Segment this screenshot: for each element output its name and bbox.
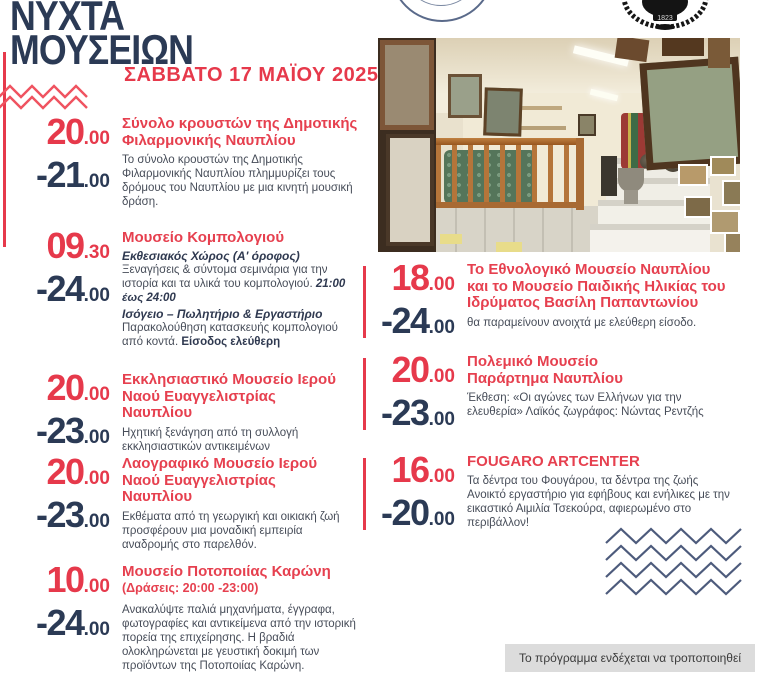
municipality-wreath-emblem [620,0,710,34]
event-content [122,116,362,209]
event-time [0,111,110,199]
program-change-note: Το πρόγραμμα ενδέχεται να τροποποιηθεί [505,644,755,672]
start-minutes: .00 [428,366,455,387]
event-fougaro-artcenter [363,449,757,537]
event-floor1-label: Εκθεσιακός Χώρος (Α' όροφος) [122,248,300,263]
poster-title-line1: ΝΥΧΤΑ [10,0,125,39]
event-time [0,367,110,455]
event-start-time [366,257,455,302]
navy-zigzag-decoration [604,526,742,600]
event-title: FOUGARO ARTCENTER [467,453,640,470]
event-ethnological-museum [363,257,757,345]
event-komboloi-museum [0,225,362,349]
end-minutes: .00 [83,285,110,306]
photo-small-frame [448,74,482,118]
event-title: Εκκλησιαστικό Μουσείο Ιερού Ναού Ευαγγελιστρίας Ναυπλίου [122,371,336,421]
photo-small-frame [578,114,596,136]
event-time [0,559,110,647]
event-end-time [0,494,110,539]
event-content [467,454,757,530]
event-time [0,451,110,539]
event-floor2-description [122,321,362,349]
event-war-museum [363,349,757,437]
end-minutes: .00 [428,509,455,530]
event-title: Πολεμικό Μουσείο Παράρτημα Ναυπλίου [467,353,623,387]
end-hour: -20 [381,492,429,533]
event-description: Ανοικτό εργαστήριο για εφήβους και ενήλικες με την εικαστικό Αιμιλία Τσεκούρα, αφιερωμένο στο περιβάλλον! [467,488,730,529]
red-zigzag-decoration [0,84,94,114]
start-minutes: .00 [83,128,110,149]
event-activity-hours: (Δράσεις: 20:00 -23:00) [122,580,259,595]
event-title: Μουσείο Κομπολογιού [122,229,285,246]
event-start-time [366,349,455,394]
photo-wall-photo [678,164,708,186]
event-description: Το σύνολο κρουστών της Δημοτικής Φιλαρμονικής Ναυπλίου πλημμυρίζει τους δρόμους του Ναυπλίου με μια κινητή μουσική δράση. [122,154,353,208]
end-hour: -21 [36,154,84,195]
end-hour: -24 [36,268,84,309]
event-accent-line [363,266,366,338]
event-description: Ανακαλύψτε παλιά μηχανήματα, έγγραφα, φωτογραφίες και αντικείμενα από την ιστορική πορεία της επιχείρησης. Η βραδιά ολοκληρώνεται με γευστική δοκιμή των προϊόντων της Ποτοποιίας Καρώνη. [122,603,356,672]
event-end-time [0,154,110,199]
photo-cabinet-top-frame [380,40,434,130]
event-time [366,449,455,537]
photo-wood-item [615,38,650,62]
event-accent-line [363,458,366,530]
event-content [467,262,757,330]
end-hour: -24 [381,300,429,341]
photo-cabinet-glass [386,134,434,246]
event-description: θα παραμείνουν ανοιχτά με ελεύθερη είσοδο. [467,316,697,329]
event-content [467,354,757,419]
end-minutes: .00 [83,171,110,192]
photo-pot-pedestal [624,190,638,204]
event-time [366,257,455,345]
event-floor1-text: Ξεναγήσεις & σύντομα σεμινάρια για την ιστορία και τα υλικά του κομπολογιού. [122,263,328,290]
photo-small-frame [483,87,523,136]
emblem-year-text: 1823 [657,15,673,22]
event-end-time [0,602,110,647]
poster-title-line2: ΜΟΥΣΕΙΩΝ [10,26,194,73]
event-ecclesiastical-museum [0,367,362,455]
photo-label-tag [496,242,522,252]
event-end-time [0,268,110,313]
event-start-time [0,225,110,270]
start-minutes: .00 [428,274,455,295]
event-content [122,456,362,552]
event-time [0,225,110,313]
start-hour: 20 [46,367,84,408]
end-minutes: .00 [83,619,110,640]
event-accent-line [363,358,366,430]
photo-wall-photo [722,180,740,206]
event-description-line1: Τα δέντρα του Φουγάρου, τα δέντρα της ζωής [467,474,699,487]
event-time [366,349,455,437]
photo-wall-photo [710,156,736,176]
event-free-entry-note: Είσοδος ελεύθερη [181,335,281,348]
event-end-time [0,410,110,455]
event-date: ΣΑΒΒΑΤΟ 17 ΜΑΪΟΥ 2025 [124,64,379,86]
event-content [122,564,362,673]
event-title: Λαογραφικό Μουσείο Ιερού Ναού Ευαγγελιστρίας Ναυπλίου [122,455,318,505]
event-start-time [0,451,110,496]
end-hour: -23 [36,410,84,451]
start-hour: 09 [46,225,84,266]
event-start-time [0,111,110,156]
end-minutes: .00 [428,317,455,338]
photo-railing-post [576,138,584,210]
end-hour: -23 [381,392,429,433]
event-folklore-museum [0,451,362,552]
start-minutes: .30 [83,242,110,263]
museum-interior-photo [378,38,740,252]
end-minutes: .00 [428,409,455,430]
photo-wood-item [662,38,704,56]
photo-wall-photo [684,196,712,218]
photo-stairs-step [590,230,710,252]
event-content [122,372,362,454]
event-end-time [366,392,455,437]
start-hour: 10 [46,559,84,600]
event-content [122,230,362,349]
end-minutes: .00 [83,511,110,532]
photo-railing-bottom-rail [433,202,583,208]
photo-clay-pot [618,168,644,192]
end-hour: -23 [36,494,84,535]
event-start-time [366,449,455,494]
event-floor1-hours: 21:00 έως 24:00 [122,277,346,304]
event-title: Σύνολο κρουστών της Δημοτικής Φιλαρμονικής Ναυπλίου [122,115,358,149]
event-start-time [0,367,110,412]
event-floor1-description [122,263,362,305]
photo-wall-photo [724,232,740,252]
start-minutes: .00 [428,466,455,487]
photo-railing-balusters [436,145,580,205]
start-hour: 18 [391,257,429,298]
event-title: Το Εθνολογικό Μουσείο Ναυπλίου και το Μουσείο Παιδικής Ηλικίας του Ιδρύματος Βασίλη Παπαντωνίου [467,261,726,311]
event-start-time [0,559,110,604]
photo-large-frame [639,57,740,171]
photo-speaker-box [601,156,617,196]
event-description: Εκθέματα από τη γεωργική και οικιακή ζωή προσφέρουν μια μοναδική εμπειρία αναδρομής στο παρελθόν. [122,510,340,551]
photo-wall-photo [710,210,740,234]
photo-label-tag [440,234,462,244]
event-floor2-label: Ισόγειο – Πωλητήριο & Εργαστήριο [122,306,323,321]
event-percussion-ensemble [0,111,362,209]
event-description: Ηχητική ξενάγηση από τη συλλογή εκκλησιαστικών αντικειμένων [122,426,299,453]
photo-railing-top-rail [433,138,583,145]
start-minutes: .00 [83,576,110,597]
start-minutes: .00 [83,468,110,489]
event-description: Έκθεση: «Οι αγώνες των Ελλήνων για την ελευθερία» Λαϊκός ζωγράφος: Νώντας Ρεντζής [467,392,704,418]
event-karonis-distillery-museum [0,559,362,673]
start-hour: 16 [391,449,429,490]
event-end-time [366,492,455,537]
start-minutes: .00 [83,384,110,405]
event-end-time [366,300,455,345]
start-hour: 20 [46,111,84,152]
end-minutes: .00 [83,427,110,448]
start-hour: 20 [46,451,84,492]
event-title: Μουσείο Ποτοποιίας Καρώνη [122,563,331,580]
event-floor2-text: Παρακολούθηση κατασκευής κομπολογιού από κοντά. [122,321,338,348]
start-hour: 20 [391,349,429,390]
photo-wood-item [708,38,730,68]
end-hour: -24 [36,602,84,643]
